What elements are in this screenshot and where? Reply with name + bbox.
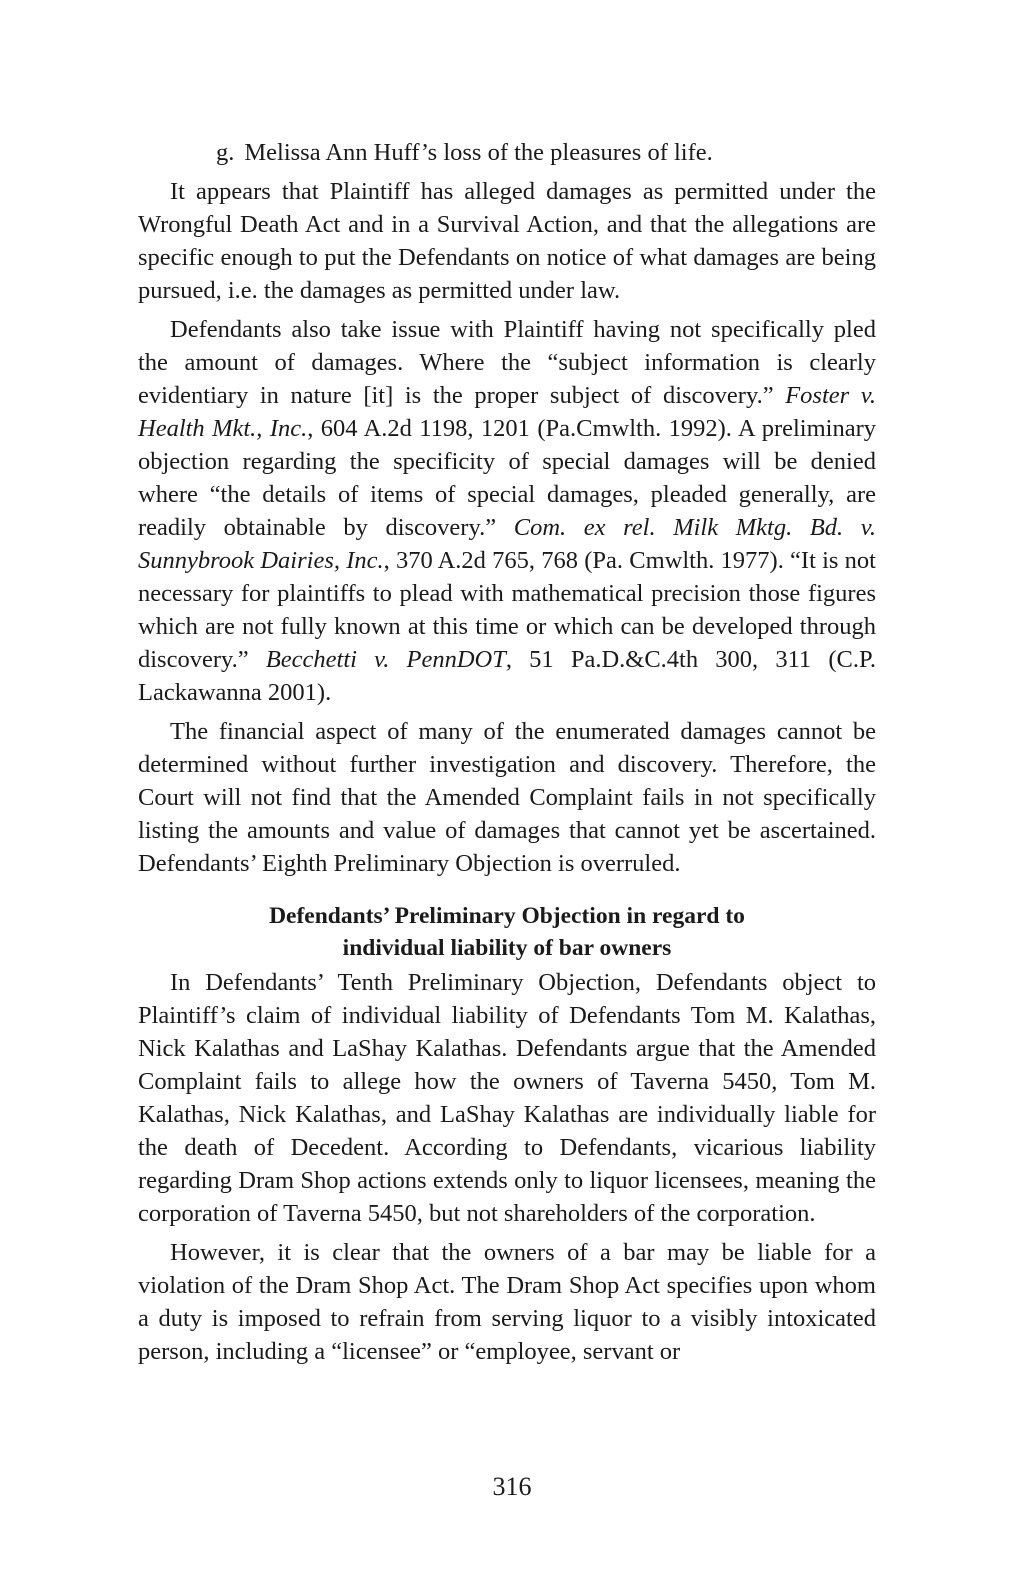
section-heading: [138, 900, 876, 964]
p2-text-1: Defendants also take issue with Plaintiff having not specifically pled the amount of damages. Where the “subject information is clearly evidentiary in nature [it] is the proper subject of discovery.”: [138, 316, 876, 409]
paragraph-damages-permitted: It appears that Plaintiff has alleged damages as permitted under the Wrongful Death Act and in a Survival Action, and that the allegations are specific enough to put the Defendants on notice of what damages are being pursued, i.e. the damages as permitted under law.: [138, 178, 876, 304]
section-heading-line-2: individual liability of bar owners: [342, 935, 672, 961]
list-item-text: Melissa Ann Huff’s loss of the pleasures of life.: [244, 139, 713, 166]
p2-text-4: , 51 Pa.D.&C.4th 300, 311 (C.P. Lackawanna 2001).: [138, 646, 876, 706]
p2-text-2: , 604 A.2d 1198, 1201 (Pa.Cmwlth. 1992). A preliminary objection regarding the specificity of special damages will be denied where “the details of items of special damages, pleaded generally, are readily obtainable by discovery.”: [138, 415, 876, 541]
citation-becchetti: Becchetti v. PennDOT: [265, 646, 506, 673]
citation-sunnybrook: Com. ex rel. Milk Mktg. Bd. v. Sunnybrook Dairies, Inc.: [138, 514, 876, 574]
page-body: [138, 136, 876, 1406]
p2-text-3: , 370 A.2d 765, 768 (Pa. Cmwlth. 1977). “It is not necessary for plaintiffs to plead with mathematical precision those figures which are not fully known at this time or which can be developed through discovery.”: [138, 547, 876, 673]
damages-list-item-g: [216, 136, 876, 169]
paragraph-eighth-objection: The financial aspect of many of the enumerated damages cannot be determined without further investigation and discovery. Therefore, the Court will not find that the Amended Complaint fails in not specifically listing the amounts and value of damages that cannot yet be ascertained. Defendants’ Eighth Preliminary Objection is overruled.: [138, 718, 876, 877]
paragraph-specific-damages: [138, 313, 876, 709]
page-number: 316: [492, 1472, 532, 1501]
citation-foster: Foster v. Health Mkt., Inc.: [138, 382, 876, 442]
list-marker: g.: [216, 139, 235, 166]
paragraph-dram-shop-act: However, it is clear that the owners of a bar may be liable for a violation of the Dram Shop Act. The Dram Shop Act specifies upon whom a duty is imposed to refrain from serving liquor to a visibly intoxicated person, including a “licensee” or “employee, servant or: [138, 1239, 876, 1365]
section-heading-line-1: Defendants’ Preliminary Objection in regard to: [269, 903, 745, 929]
paragraph-tenth-objection: In Defendants’ Tenth Preliminary Objection, Defendants object to Plaintiff’s claim of individual liability of Defendants Tom M. Kalathas, Nick Kalathas and LaShay Kalathas. Defendants argue that the Amended Complaint fails to allege how the owners of Taverna 5450, Tom M. Kalathas, Nick Kalathas, and LaShay Kalathas are individually liable for the death of Decedent. According to Defendants, vicarious liability regarding Dram Shop actions extends only to liquor licensees, meaning the corporation of Taverna 5450, but not shareholders of the corporation.: [138, 969, 876, 1227]
